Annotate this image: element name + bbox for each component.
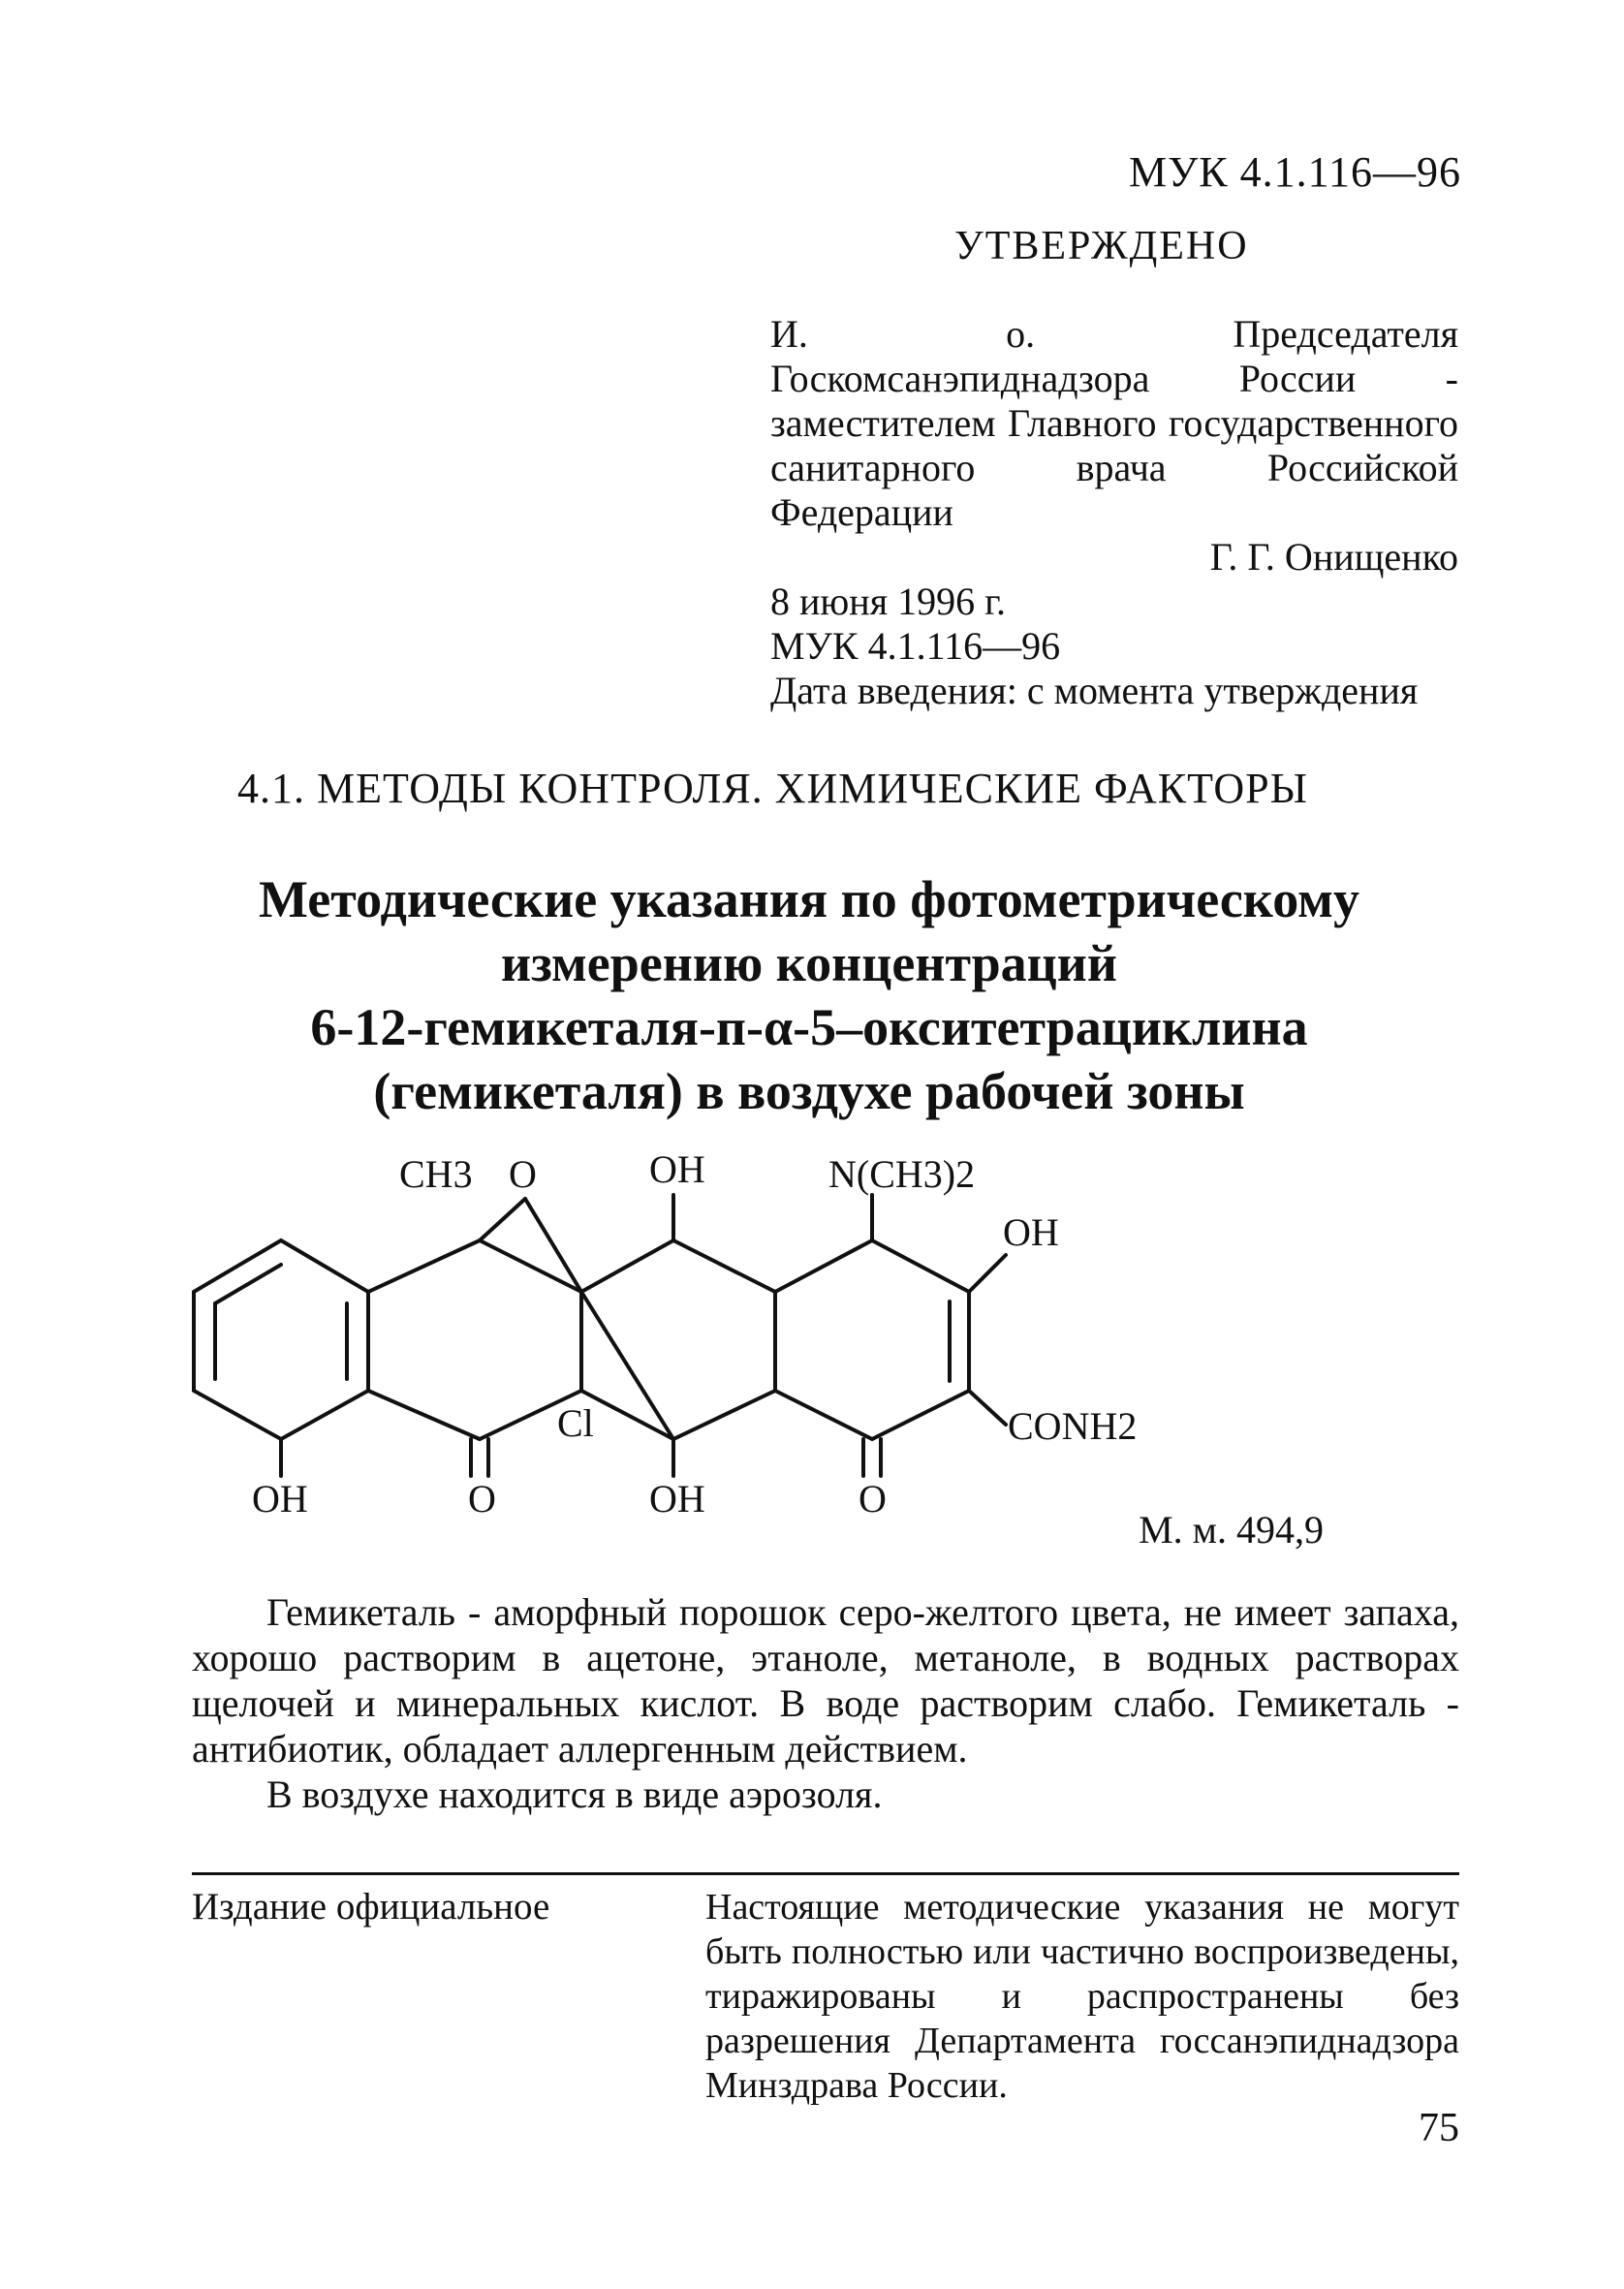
ch3-label: CH3 xyxy=(399,1152,473,1196)
section-heading: 4.1. МЕТОДЫ КОНТРОЛЯ. ХИМИЧЕСКИЕ ФАКТОРЫ xyxy=(237,765,1309,812)
ring-d xyxy=(775,1240,969,1439)
ketone-o-label: O xyxy=(468,1477,496,1521)
effective-date: Дата введения: с момента утверждения xyxy=(770,669,1419,712)
copyright-notice: Настоящие методические указания не могут быть полностью или частично воспроизведены, тиражированы и распространены без разрешения Департамента госсанэпиднадзора Минздрава России. xyxy=(705,1887,1459,2106)
atom-labels xyxy=(252,1147,1137,1521)
ring-bonds xyxy=(194,1195,1006,1476)
conh2-label: CONH2 xyxy=(1008,1404,1138,1448)
title-line: (гемикеталя) в воздухе рабочей зоны xyxy=(373,1062,1245,1120)
approver-position: И. о. Председателя Госкомсанэпиднадзора России - заместителем Главного государственного санитарного врача Российской Федерации xyxy=(770,312,1458,534)
oh-right-label: OH xyxy=(1003,1210,1059,1254)
approval-code: МУК 4.1.116—96 xyxy=(770,624,1061,668)
oh-bottom-left-label: OH xyxy=(252,1477,308,1521)
oh-bottom-mid-label: OH xyxy=(649,1477,705,1521)
approver-signature: Г. Г. Онищенко xyxy=(1209,535,1458,579)
document-title xyxy=(145,867,1473,1123)
epoxide-o-label: O xyxy=(509,1152,537,1196)
benzene-ring xyxy=(194,1240,368,1439)
molar-mass: М. м. 494,9 xyxy=(1139,1508,1324,1552)
approval-block xyxy=(770,312,1458,713)
structural-formula xyxy=(174,1148,1192,1531)
oh-bond xyxy=(969,1255,1006,1292)
body-text xyxy=(192,1589,1459,1817)
ketone-o-label: O xyxy=(859,1477,887,1521)
title-line: 6-12-гемикеталя-п-α-5–окситетрациклина xyxy=(310,998,1308,1056)
double-bond xyxy=(215,1265,281,1303)
page-number: 75 xyxy=(1419,2106,1459,2150)
chlorine-label: Cl xyxy=(557,1401,594,1445)
approval-date: 8 июня 1996 г. xyxy=(770,580,1006,623)
description-paragraph: В воздухе находится в виде аэрозоля. xyxy=(266,1772,883,1816)
oh-top-label: OH xyxy=(649,1147,705,1191)
ring-b xyxy=(368,1240,581,1439)
edition-label: Издание официальное xyxy=(192,1886,550,1928)
description-paragraph: Гемикеталь - аморфный порошок серо-желтого цвета, не имеет запаха, хорошо растворим в ацетоне, этаноле, метаноле, в водных растворах щелочей и минеральных кислот. В воде растворим слабо. Гемикеталь - антибиотик, обладает аллергенным действием. xyxy=(192,1590,1459,1771)
structural-formula-drawing xyxy=(174,1148,1192,1531)
footer-divider xyxy=(192,1872,1459,1875)
document-code-header: МУК 4.1.116—96 xyxy=(1129,148,1461,196)
amide-bond xyxy=(969,1391,1006,1425)
dimethylamino-label: N(CH3)2 xyxy=(828,1152,976,1196)
approved-heading: УТВЕРЖДЕНО xyxy=(954,224,1249,268)
title-line: измерению концентраций xyxy=(500,934,1118,992)
epoxide-bond xyxy=(480,1199,525,1240)
title-line: Методические указания по фотометрическому xyxy=(259,870,1359,928)
